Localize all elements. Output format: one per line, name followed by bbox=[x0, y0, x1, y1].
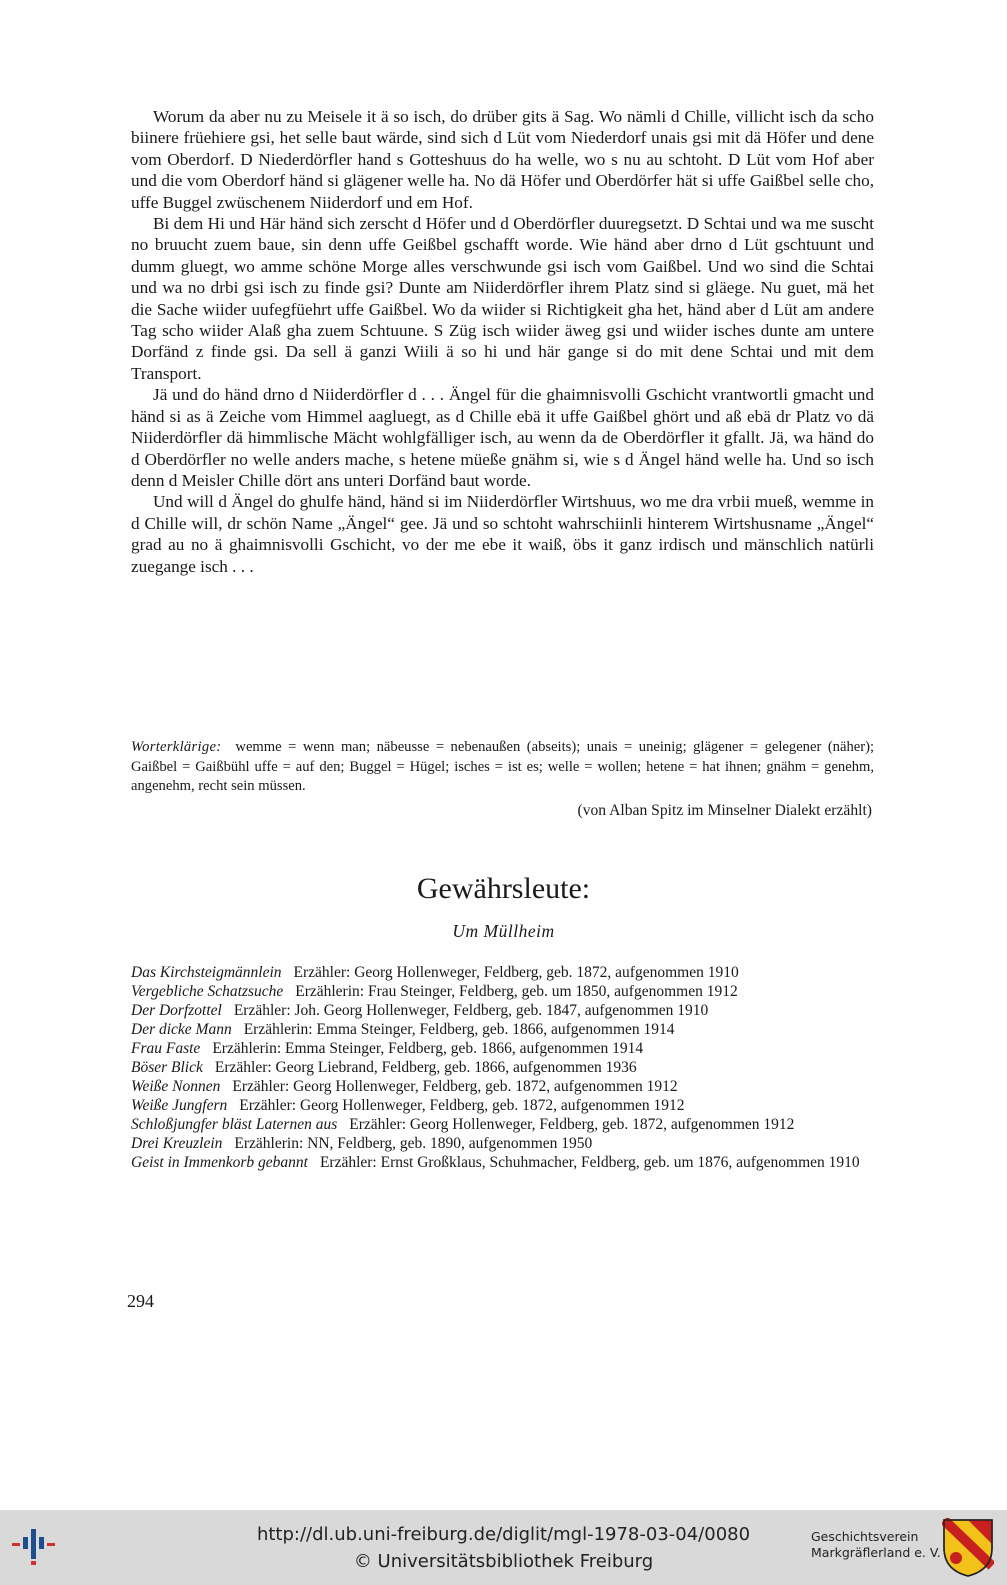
informant-info: Erzählerin: Emma Steinger, Feldberg, geb. 1866, aufgenommen 1914 bbox=[243, 1021, 675, 1038]
tale-title: Geist in Immenkorb gebannt bbox=[131, 1154, 308, 1171]
informant-info: Erzähler: Georg Hollenweger, Feldberg, geb. 1872, aufgenommen 1912 bbox=[239, 1097, 685, 1114]
society-line: Geschichtsverein bbox=[811, 1529, 919, 1544]
informant-info: Erzähler: Ernst Großklaus, Schuhmacher, Feldberg, geb. um 1876, aufgenommen 1910 bbox=[319, 1154, 860, 1171]
tale-title: Vergebliche Schatzsuche bbox=[131, 983, 284, 1000]
list-item bbox=[131, 1001, 874, 1020]
page-number: 294 bbox=[127, 1291, 154, 1311]
paragraph: Worum da aber nu zu Meisele it ä so isch, do drüber gits ä Sag. Wo nämli d Chille, villicht isch da scho biinere früehiere gsi, het selle baut wärde, sind sich d Lüt vom Niederdorf unais gsi mit dä Höfer und dene vom Oberdorf. D Niederdörfler hand s Gotteshuus do ha welle, wo s nu au schtoht. D Lüt vom Hof aber und die vom Oberdorf händ si glägener welle ha. No dä Höfer und Oberdörfer hät si uffe Gaißbel selle cho, uffe Buggel zwüschenem Niiderdorf und em Hof. bbox=[131, 107, 874, 212]
tale-title: Frau Faste bbox=[131, 1040, 201, 1057]
tale-title: Böser Blick bbox=[131, 1059, 203, 1076]
list-item bbox=[131, 1039, 874, 1058]
copyright-text: © Universitätsbibliothek Freiburg bbox=[353, 1551, 654, 1572]
list-item bbox=[131, 963, 874, 982]
informant-list bbox=[131, 963, 874, 1172]
informant-info: Erzählerin: Frau Steinger, Feldberg, geb. um 1850, aufgenommen 1912 bbox=[295, 983, 738, 1000]
list-item bbox=[131, 1096, 874, 1115]
glossary bbox=[131, 738, 874, 820]
section-title: Gewährsleute: bbox=[416, 872, 591, 905]
list-item bbox=[131, 1115, 874, 1134]
society-name bbox=[811, 1529, 941, 1561]
glossary-text: wemme = wenn man; näbeusse = nebenaußen (abseits); unais = uneinig; glägener = gelegener (näher); Gaißbel = Gaißbühl uffe = auf den; Buggel = Hügel; isches = ist es; welle = wollen; hetene = hat ihnen; gnähm = genehm, angenehm, recht sein müssen. bbox=[131, 739, 874, 794]
tale-title: Schloßjungfer bläst Laternen aus bbox=[131, 1116, 338, 1133]
list-item bbox=[131, 1077, 874, 1096]
informant-info: Erzähler: Georg Hollenweger, Feldberg, geb. 1872, aufgenommen 1910 bbox=[293, 964, 739, 981]
informant-info: Erzähler: Georg Liebrand, Feldberg, geb. 1866, aufgenommen 1936 bbox=[214, 1059, 637, 1076]
paragraph: Bi dem Hi und Här händ sich zerscht d Höfer und d Oberdörfler duuregsetzt. D Schtai und wa me suscht no bruucht zuem baue, sin denn uffe Geißbel gschafft worde. Wie händ aber drno d Lüt gschtuunt und dumm gluegt, wo amme schöne Morge alles verschwunde gsi isch vom Gaißbel. Und wo sind die Schtai und wa no drbi gsi isch zu finde gsi? Dunte am Niiderdörfler ihrem Platz sind si gläege. Nu guet, mä het die Sache wiider uufegfüehrt uffe Gaißbel. Wo da wiider si Richtigkeit gha het, händ aber d Lüt am andere Tag scho wiider Alaß gha zuem Schtuune. S Züg isch wiider äweg gsi und wiider isches dunte am untere Dorfänd z finde gsi. Da sell ä ganzi Wiili ä so hi und här gange si do mit dene Schtai und mit dem Transport. bbox=[131, 214, 874, 383]
tale-title: Das Kirchsteigmännlein bbox=[131, 964, 282, 981]
list-item bbox=[131, 982, 874, 1001]
source-url-link[interactable]: http://dl.ub.uni-freiburg.de/diglit/mgl-1978-03-04/0080 bbox=[256, 1524, 751, 1545]
society-line: Markgräflerland e. V. bbox=[811, 1545, 941, 1560]
story-text bbox=[131, 106, 874, 577]
section-subtitle: Um Müllheim bbox=[452, 921, 555, 941]
glossary-label: Worterklärige: bbox=[131, 739, 222, 755]
tale-title: Weiße Jungfern bbox=[131, 1097, 228, 1114]
list-item bbox=[131, 1134, 874, 1153]
paragraph: Jä und do händ drno d Niiderdörfler d . . . Ängel für die ghaimnisvolli Gschicht vrantwortli gmacht und händ si as ä Zeiche vom Himmel aagluegt, as d Chille ebä it uffe Gaißbel ghört und aß ebä dr Platz vo dä Niiderdörfler dä himmlische Mächt wohlgfälliger isch, au wenn da de Oberdörfler it gfallt. Jä, wa händ do d Oberdörfler no welle anders mache, s hetene müeße gnähm si, wie s d Ängel händ welle ha. Und so isch denn d Meisler Chille dört ans unteri Dorfänd baut worde. bbox=[131, 385, 874, 490]
tale-title: Der Dorfzottel bbox=[131, 1002, 222, 1019]
footer-bar bbox=[0, 1510, 1007, 1585]
informant-info: Erzähler: Joh. Georg Hollenweger, Feldberg, geb. 1847, aufgenommen 1910 bbox=[233, 1002, 709, 1019]
informant-info: Erzähler: Georg Hollenweger, Feldberg, geb. 1872, aufgenommen 1912 bbox=[232, 1078, 678, 1095]
list-item bbox=[131, 1153, 874, 1172]
informant-info: Erzählerin: NN, Feldberg, geb. 1890, aufgenommen 1950 bbox=[234, 1135, 593, 1152]
attribution: (von Alban Spitz im Minselner Dialekt erzählt) bbox=[577, 801, 872, 819]
tale-title: Der dicke Mann bbox=[131, 1021, 232, 1038]
coat-of-arms-icon bbox=[942, 1518, 994, 1578]
list-item bbox=[131, 1020, 874, 1039]
list-item bbox=[131, 1058, 874, 1077]
paragraph: Und will d Ängel do ghulfe händ, händ si im Niiderdörfler Wirtshuus, wo me dra vrbii mueß, wemme in d Chille will, dr schön Name „Ängel“ gee. Jä und so schtoht wahrschiinli hinterem Wirtshusname „Ängel“ grad au no ä ghaimnisvolli Gschicht, vo der me ebe it waiß, öbs it ganz irdisch und mänschlich natürli zuegange isch . . . bbox=[131, 492, 874, 576]
tale-title: Weiße Nonnen bbox=[131, 1078, 221, 1095]
informant-info: Erzählerin: Emma Steinger, Feldberg, geb. 1866, aufgenommen 1914 bbox=[212, 1040, 644, 1057]
informant-info: Erzähler: Georg Hollenweger, Feldberg, geb. 1872, aufgenommen 1912 bbox=[349, 1116, 795, 1133]
tale-title: Drei Kreuzlein bbox=[131, 1135, 223, 1152]
